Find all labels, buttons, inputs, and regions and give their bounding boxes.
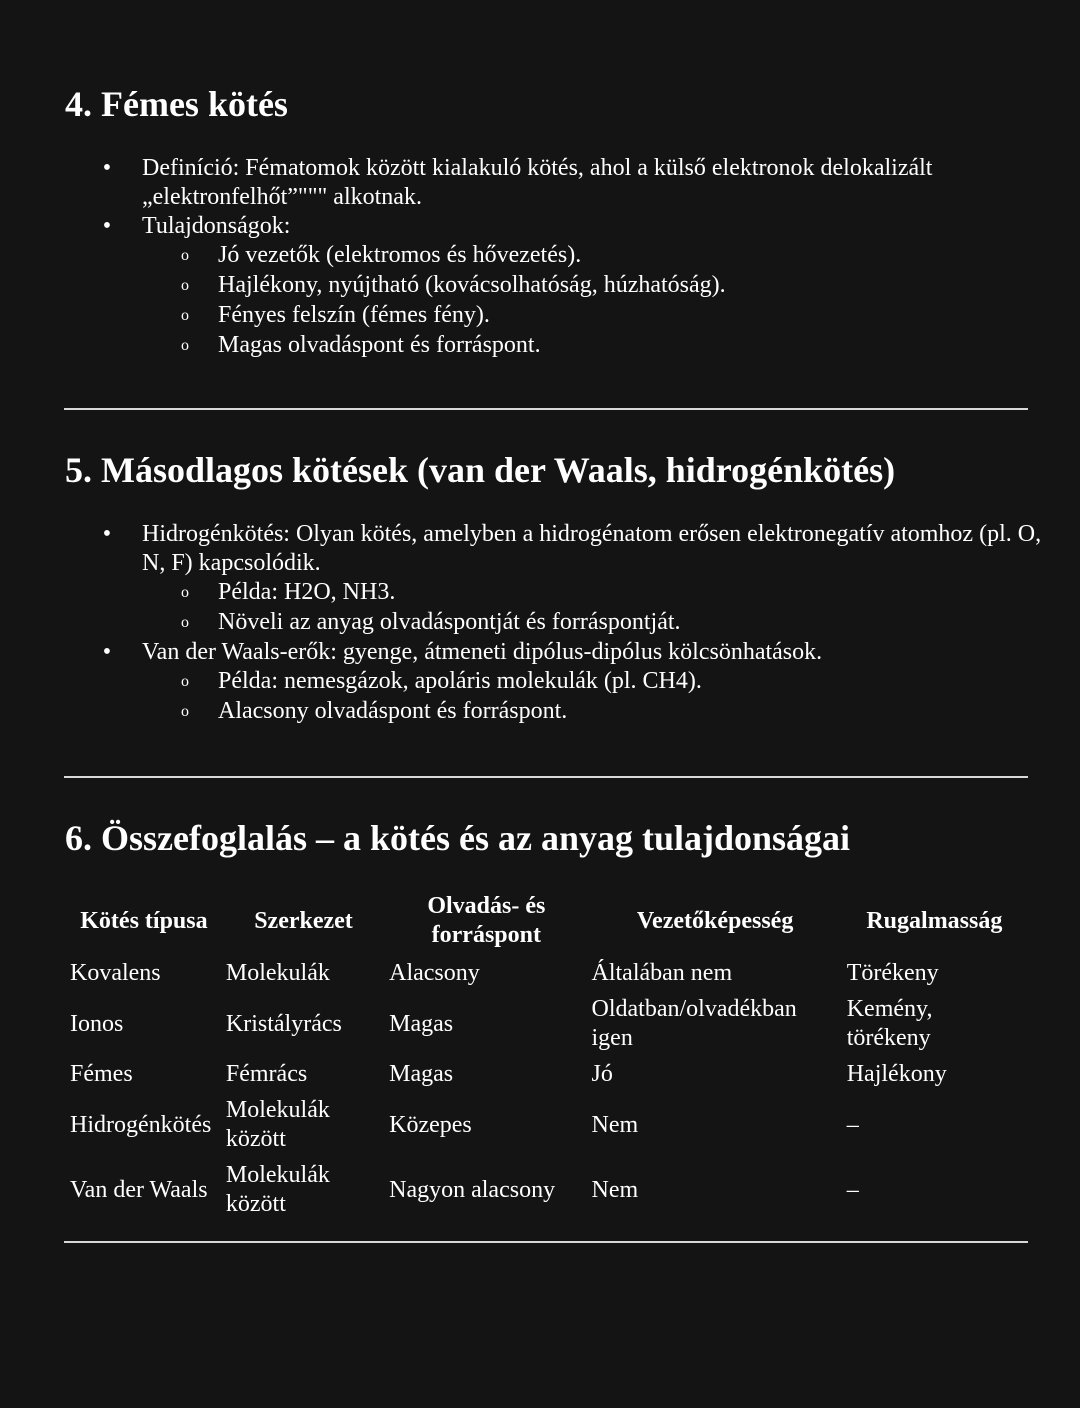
sub-list-item-text: Példa: nemesgázok, apoláris molekulák (pl. CH4).: [218, 668, 702, 694]
bullet-icon: •: [102, 521, 112, 547]
table-cell: Kristályrács: [225, 1010, 342, 1037]
list-item-text: Tulajdonságok:: [142, 213, 291, 239]
table-row: [66, 1057, 1026, 1093]
section-4-list: [0, 154, 1040, 361]
table-cell: Kemény, törékeny: [846, 996, 933, 1051]
table-cell: Fémrács: [225, 1061, 308, 1087]
table-row: [66, 956, 1026, 992]
table-cell: Nem: [591, 1111, 639, 1138]
section-5-list: [0, 520, 1050, 727]
circle-bullet-icon: o: [181, 337, 189, 354]
list-item: [0, 154, 1040, 212]
table-cell: Oldatban/olvadékban igen: [591, 996, 797, 1051]
sub-list-item: [0, 331, 1040, 360]
table-cell: Alacsony: [389, 960, 480, 986]
sub-list-item: [0, 241, 1040, 270]
section-4-heading: 4. Fémes kötés: [65, 84, 288, 124]
bullet-icon: •: [102, 155, 112, 181]
table-cell: Molekulák között: [225, 1162, 330, 1217]
sub-list-item: [0, 301, 1040, 330]
list-item: [0, 638, 1050, 726]
section-5-heading: 5. Másodlagos kötések (van der Waals, hidrogénkötés): [65, 450, 896, 490]
column-header: Olvadás- és forráspont: [427, 893, 546, 948]
list-item-text: Van der Waals-erők: gyenge, átmeneti dipólus-dipólus kölcsönhatások.: [142, 639, 823, 665]
circle-bullet-icon: o: [181, 247, 189, 264]
column-header: Kötés típusa: [80, 907, 208, 934]
table-row: [66, 992, 1026, 1057]
table-row: [66, 1093, 1026, 1158]
table-cell: Fémes: [70, 1061, 133, 1087]
divider: [64, 408, 1028, 410]
sub-list-item-text: Magas olvadáspont és forráspont.: [218, 332, 541, 358]
table-cell: Törékeny: [846, 960, 939, 986]
list-item: [0, 520, 1050, 637]
sub-list: [142, 667, 1050, 726]
sub-list-item: [0, 578, 1050, 607]
sub-list-item-text: Hajlékony, nyújtható (kovácsolhatóság, húzhatóság).: [218, 272, 726, 298]
summary-table: [66, 888, 1026, 1223]
sub-list-item-text: Jó vezetők (elektromos és hővezetés).: [218, 242, 582, 268]
circle-bullet-icon: o: [181, 703, 189, 720]
circle-bullet-icon: o: [181, 277, 189, 294]
table-cell: Nagyon alacsony: [389, 1176, 556, 1203]
sub-list-item-text: Növeli az anyag olvadáspontját és forráspontját.: [218, 609, 681, 635]
sub-list: [142, 578, 1050, 637]
table-cell: Hajlékony: [846, 1061, 947, 1087]
table-cell: –: [846, 1176, 859, 1203]
divider: [64, 776, 1028, 778]
table-cell: Jó: [591, 1061, 613, 1087]
circle-bullet-icon: o: [181, 673, 189, 690]
table-cell: Általában nem: [591, 960, 733, 986]
sub-list: [142, 241, 1040, 360]
sub-list-item: [0, 667, 1050, 696]
bullet-icon: •: [102, 213, 112, 239]
table-cell: Magas: [389, 1061, 454, 1087]
sub-list-item-text: Fényes felszín (fémes fény).: [218, 302, 490, 328]
list-item-text: Definíció: Fématomok között kialakuló kötés, ahol a külső elektronok delokalizált „elektronfelhőt”""" alkotnak.: [142, 155, 933, 210]
circle-bullet-icon: o: [181, 584, 189, 601]
table-cell: Molekulák között: [225, 1097, 330, 1152]
table-cell: Kovalens: [70, 960, 161, 986]
divider: [64, 1241, 1028, 1243]
table-cell: Nem: [591, 1176, 639, 1203]
bullet-icon: •: [102, 639, 112, 665]
table-header-row: [66, 888, 1026, 956]
list-item: [0, 212, 1040, 360]
column-header: Rugalmasság: [866, 907, 1003, 934]
circle-bullet-icon: o: [181, 307, 189, 324]
sub-list-item-text: Példa: H2O, NH3.: [218, 579, 396, 605]
table-cell: Van der Waals: [70, 1176, 208, 1203]
column-header: Vezetőképesség: [636, 907, 794, 934]
sub-list-item-text: Alacsony olvadáspont és forráspont.: [218, 698, 568, 724]
section-6-heading: 6. Összefoglalás – a kötés és az anyag tulajdonságai: [65, 818, 851, 858]
sub-list-item: [0, 697, 1050, 726]
table-cell: Magas: [389, 1010, 454, 1037]
table-row: [66, 1158, 1026, 1223]
column-header: Szerkezet: [254, 907, 353, 934]
sub-list-item: [0, 608, 1050, 637]
table-cell: Hidrogénkötés: [70, 1111, 212, 1138]
table-cell: –: [846, 1111, 859, 1138]
list-item-text: Hidrogénkötés: Olyan kötés, amelyben a hidrogénatom erősen elektronegatív atomhoz (pl. O, N, F) kapcsolódik.: [142, 521, 1042, 576]
table-cell: Ionos: [70, 1010, 124, 1037]
table-cell: Közepes: [389, 1111, 472, 1138]
sub-list-item: [0, 271, 1040, 300]
circle-bullet-icon: o: [181, 614, 189, 631]
table-cell: Molekulák: [225, 960, 330, 986]
